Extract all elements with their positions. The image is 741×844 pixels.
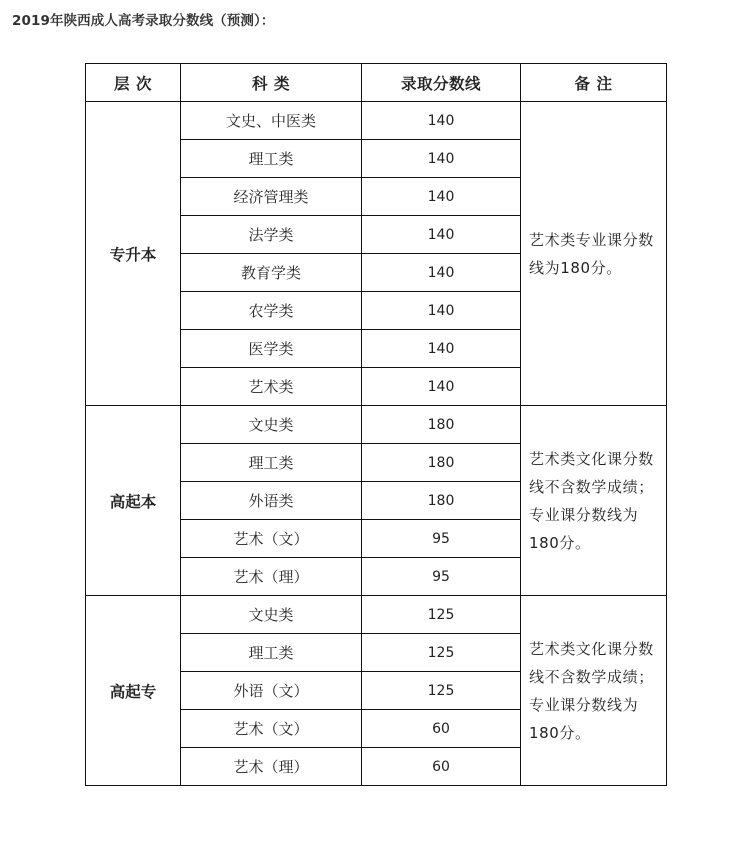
note-cell: 艺术类文化课分数线不含数学成绩；专业课分数线为180分。: [521, 596, 667, 786]
score-cell: 140: [362, 330, 521, 368]
score-cell: 140: [362, 292, 521, 330]
score-cell: 140: [362, 368, 521, 406]
table-row: [86, 102, 667, 140]
score-cell: 180: [362, 482, 521, 520]
category-cell: 艺术（理）: [181, 748, 362, 786]
category-cell: 外语（文）: [181, 672, 362, 710]
category-cell: 艺术类: [181, 368, 362, 406]
score-cell: 140: [362, 216, 521, 254]
score-cell: 95: [362, 520, 521, 558]
category-cell: 文史类: [181, 596, 362, 634]
table-header-row: [86, 64, 667, 102]
score-cell: 180: [362, 444, 521, 482]
admission-score-table: [85, 63, 667, 786]
score-cell: 180: [362, 406, 521, 444]
category-cell: 理工类: [181, 140, 362, 178]
score-cell: 140: [362, 102, 521, 140]
score-cell: 140: [362, 178, 521, 216]
table-row: [86, 406, 667, 444]
category-cell: 经济管理类: [181, 178, 362, 216]
category-cell: 医学类: [181, 330, 362, 368]
category-cell: 理工类: [181, 444, 362, 482]
score-cell: 125: [362, 596, 521, 634]
score-cell: 140: [362, 254, 521, 292]
header-score: 录取分数线: [362, 64, 521, 102]
page-title: 2019年陕西成人高考录取分数线（预测）：: [12, 13, 275, 29]
score-cell: 125: [362, 634, 521, 672]
category-cell: 文史、中医类: [181, 102, 362, 140]
category-cell: 艺术（理）: [181, 558, 362, 596]
score-cell: 125: [362, 672, 521, 710]
score-cell: 140: [362, 140, 521, 178]
category-cell: 农学类: [181, 292, 362, 330]
score-cell: 60: [362, 710, 521, 748]
category-cell: 教育学类: [181, 254, 362, 292]
header-level: 层 次: [86, 64, 181, 102]
header-note: 备 注: [521, 64, 667, 102]
note-cell: 艺术类专业课分数线为180分。: [521, 102, 667, 406]
note-cell: 艺术类文化课分数线不含数学成绩；专业课分数线为180分。: [521, 406, 667, 596]
table-row: [86, 596, 667, 634]
level-cell: 高起本: [86, 406, 181, 596]
score-cell: 95: [362, 558, 521, 596]
category-cell: 艺术（文）: [181, 520, 362, 558]
category-cell: 艺术（文）: [181, 710, 362, 748]
category-cell: 外语类: [181, 482, 362, 520]
category-cell: 理工类: [181, 634, 362, 672]
level-cell: 高起专: [86, 596, 181, 786]
header-category: 科 类: [181, 64, 362, 102]
level-cell: 专升本: [86, 102, 181, 406]
table-body: [86, 102, 667, 786]
category-cell: 文史类: [181, 406, 362, 444]
category-cell: 法学类: [181, 216, 362, 254]
score-cell: 60: [362, 748, 521, 786]
